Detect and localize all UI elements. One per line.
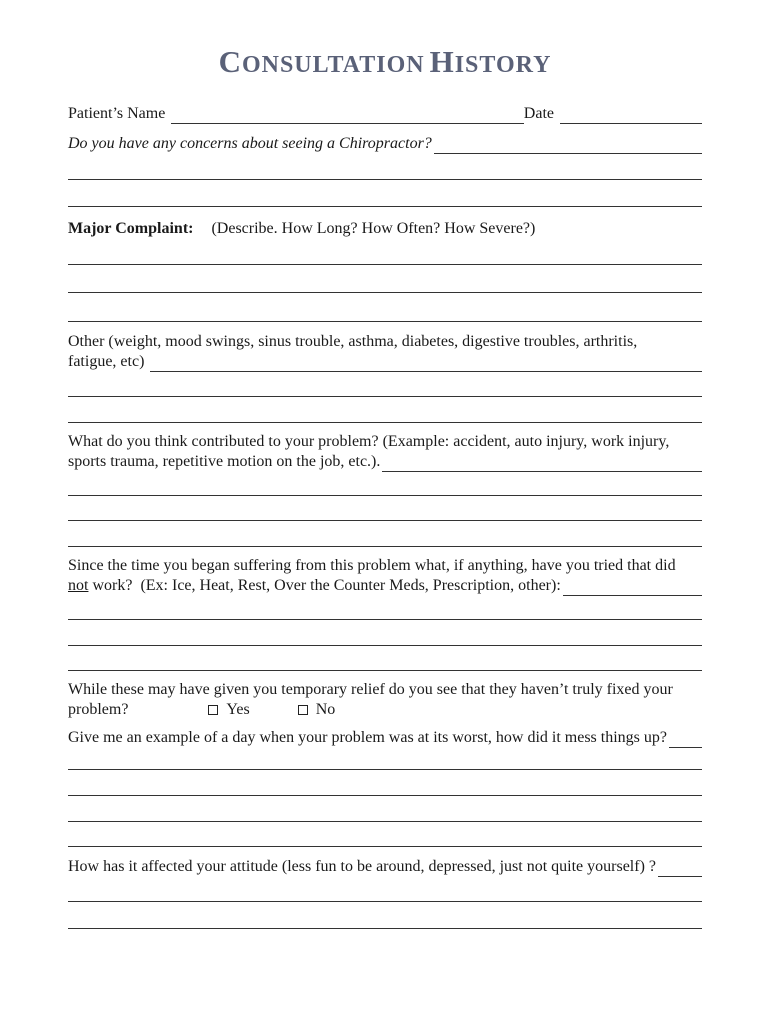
tried-line-1: Since the time you began suffering from this problem what, if anything, have you tried that did: [68, 557, 676, 574]
attitude-question: How has it affected your attitude (less fun to be around, depressed, just not quite yourself) ?: [68, 858, 656, 875]
major-complaint-line-1[interactable]: [68, 264, 702, 265]
worst-day-row: [68, 728, 702, 748]
yes-label: Yes: [226, 701, 250, 718]
contributed-row-2: [68, 452, 702, 472]
concerns-question: Do you have any concerns about seeing a Chiropractor?: [68, 135, 432, 152]
relief-line-2: problem?: [68, 701, 129, 718]
attitude-line-a[interactable]: [68, 901, 702, 902]
other-line-1: Other (weight, mood swings, sinus trouble, asthma, diabetes, digestive troubles, arthritis,: [68, 333, 638, 350]
major-complaint-row: [68, 219, 702, 239]
title-rest-1: ONSULTATION: [241, 52, 425, 78]
attitude-line-b[interactable]: [68, 928, 702, 929]
tried-field[interactable]: [563, 580, 702, 596]
attitude-row: [68, 857, 702, 877]
concerns-line-2[interactable]: [68, 179, 702, 180]
title-initial-1: C: [218, 44, 242, 79]
no-label: No: [315, 701, 336, 718]
tried-line-c[interactable]: [68, 670, 702, 671]
contributed-line-2: sports trauma, repetitive motion on the job, etc.).: [68, 453, 381, 470]
patient-name-row: [68, 104, 702, 124]
tried-line-b[interactable]: [68, 645, 702, 646]
concerns-field[interactable]: [434, 138, 702, 154]
patient-name-label: Patient’s Name: [68, 105, 166, 122]
other-row-2: [68, 352, 702, 372]
other-field[interactable]: [150, 356, 702, 372]
yes-checkbox[interactable]: [208, 705, 218, 715]
major-complaint-prompt: (Describe. How Long? How Often? How Severe?): [211, 220, 536, 237]
contributed-line-a[interactable]: [68, 495, 702, 496]
other-line-b[interactable]: [68, 422, 702, 423]
tried-row-2: [68, 576, 702, 596]
contributed-field[interactable]: [382, 456, 702, 472]
worst-day-line-a[interactable]: [68, 769, 702, 770]
worst-day-line-d[interactable]: [68, 846, 702, 847]
date-label: Date: [523, 105, 554, 122]
title-initial-2: H: [429, 44, 455, 79]
no-checkbox[interactable]: [298, 705, 308, 715]
worst-day-line-c[interactable]: [68, 821, 702, 822]
worst-day-field[interactable]: [669, 732, 702, 748]
contributed-line-c[interactable]: [68, 546, 702, 547]
other-line-a[interactable]: [68, 396, 702, 397]
date-field[interactable]: [560, 108, 702, 124]
major-complaint-line-3[interactable]: [68, 321, 702, 322]
worst-day-line-b[interactable]: [68, 795, 702, 796]
contributed-line-b[interactable]: [68, 520, 702, 521]
concerns-line-3[interactable]: [68, 206, 702, 207]
patient-name-field[interactable]: [171, 108, 523, 124]
worst-day-question: Give me an example of a day when your problem was at its worst, how did it mess things up?: [68, 729, 667, 746]
major-complaint-line-2[interactable]: [68, 292, 702, 293]
attitude-field[interactable]: [658, 861, 702, 877]
tried-line-2: work? (Ex: Ice, Heat, Rest, Over the Counter Meds, Prescription, other):: [88, 577, 561, 594]
title-rest-2: ISTORY: [454, 52, 552, 78]
major-complaint-label: Major Complaint:: [68, 220, 194, 237]
relief-line-1: While these may have given you temporary relief do you see that they haven’t truly fixed your: [68, 681, 673, 698]
contributed-line-1: What do you think contributed to your problem? (Example: accident, auto injury, work injury,: [68, 433, 670, 450]
other-line-2: fatigue, etc): [68, 353, 145, 370]
tried-line-a[interactable]: [68, 619, 702, 620]
concerns-row: [68, 134, 702, 154]
relief-row-2: [68, 700, 702, 720]
tried-not-emphasis: not: [68, 577, 89, 594]
page-title: [0, 44, 770, 80]
